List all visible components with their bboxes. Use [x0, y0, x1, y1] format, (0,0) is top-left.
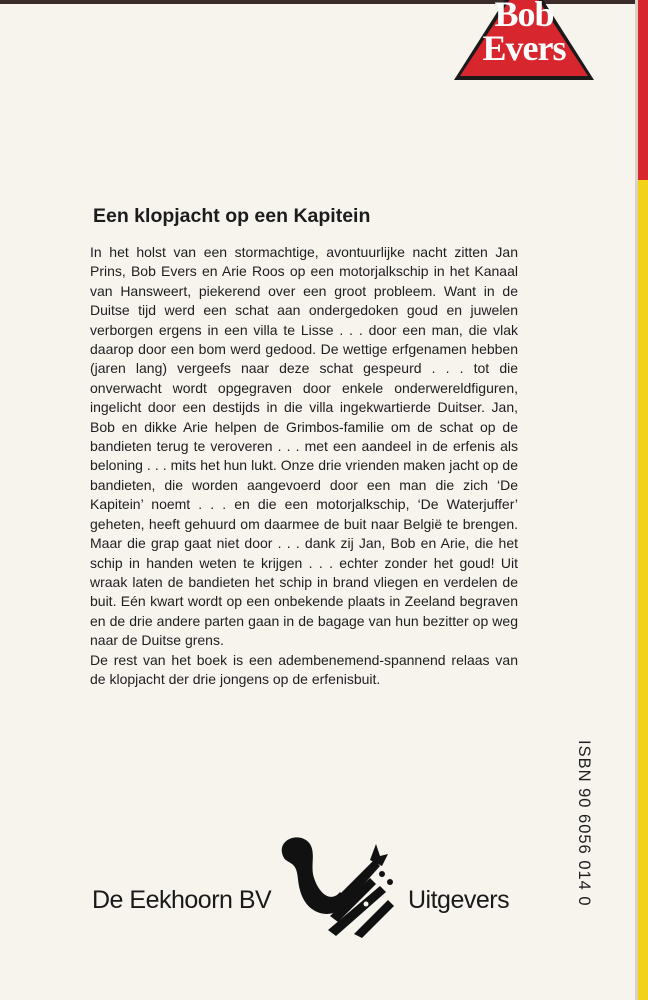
logo-line-1: Bob	[494, 0, 554, 34]
blurb-text	[90, 243, 518, 689]
spine-yellow-band	[638, 180, 648, 1000]
publisher-name: De Eekhoorn BV	[92, 886, 272, 914]
blurb-paragraph-2: De rest van het boek is een adembenemend-spannend relaas van de klopjacht der drie jongens op de erfenisbuit.	[90, 651, 518, 687]
series-logo	[452, 0, 596, 82]
blurb-paragraph-1: In het holst van een stormachtige, avontuurlijke nacht zitten Jan Prins, Bob Evers en Arie Roos op een motorjalkschip in het Kanaal van Hansweert, piekerend over een groot probleem. Want in de Duitse tijd werd een schat aan ondergedoken goud en juwelen verborgen ergens in een villa te Lisse . . . door een man, die vlak daarop door een bom werd gedood. De wettige erfgenamen hebben (jaren lang) vergeefs naar deze schat gespeurd . . . tot die onverwacht wordt opgegraven door enkele onderwereldfiguren, ingelicht door een destijds in die villa ingekwartierde Duitser. Jan, Bob en dikke Arie helpen de Grimbos-familie om de schat op de bandieten terug te veroveren . . . met een aandeel in de erfenis als beloning . . . mits het hun lukt. Onze drie vrienden maken jacht op de bandieten, die worden aangevoerd door een man die zich ‘De Kapitein’ noemt . . . en die een motorjalkschip, ‘De Waterjuffer’ geheten, heeft gehuurd om daarmee de buit naar België te brengen. Maar die grap gaat niet door . . . dank zij Jan, Bob en Arie, die het schip in handen weten te krijgen . . . echter zonder het goud! Uit wraak laten de bandieten het schip in brand vliegen en verdelen de buit. Eén kwart wordt op een onbekende plaats in Zeeland begraven en de drie andere parten gaan in de bagage van hun bezitter op weg naar de Duitse grens.	[90, 244, 518, 649]
logo-line-2: Evers	[482, 28, 566, 68]
book-title: Een klopjacht op een Kapitein	[93, 205, 371, 227]
squirrel-icon	[270, 830, 400, 940]
isbn-number: ISBN 90 6056 014 0	[575, 740, 593, 907]
publisher-suffix: Uitgevers	[408, 886, 510, 914]
spine-red-band	[638, 0, 648, 180]
